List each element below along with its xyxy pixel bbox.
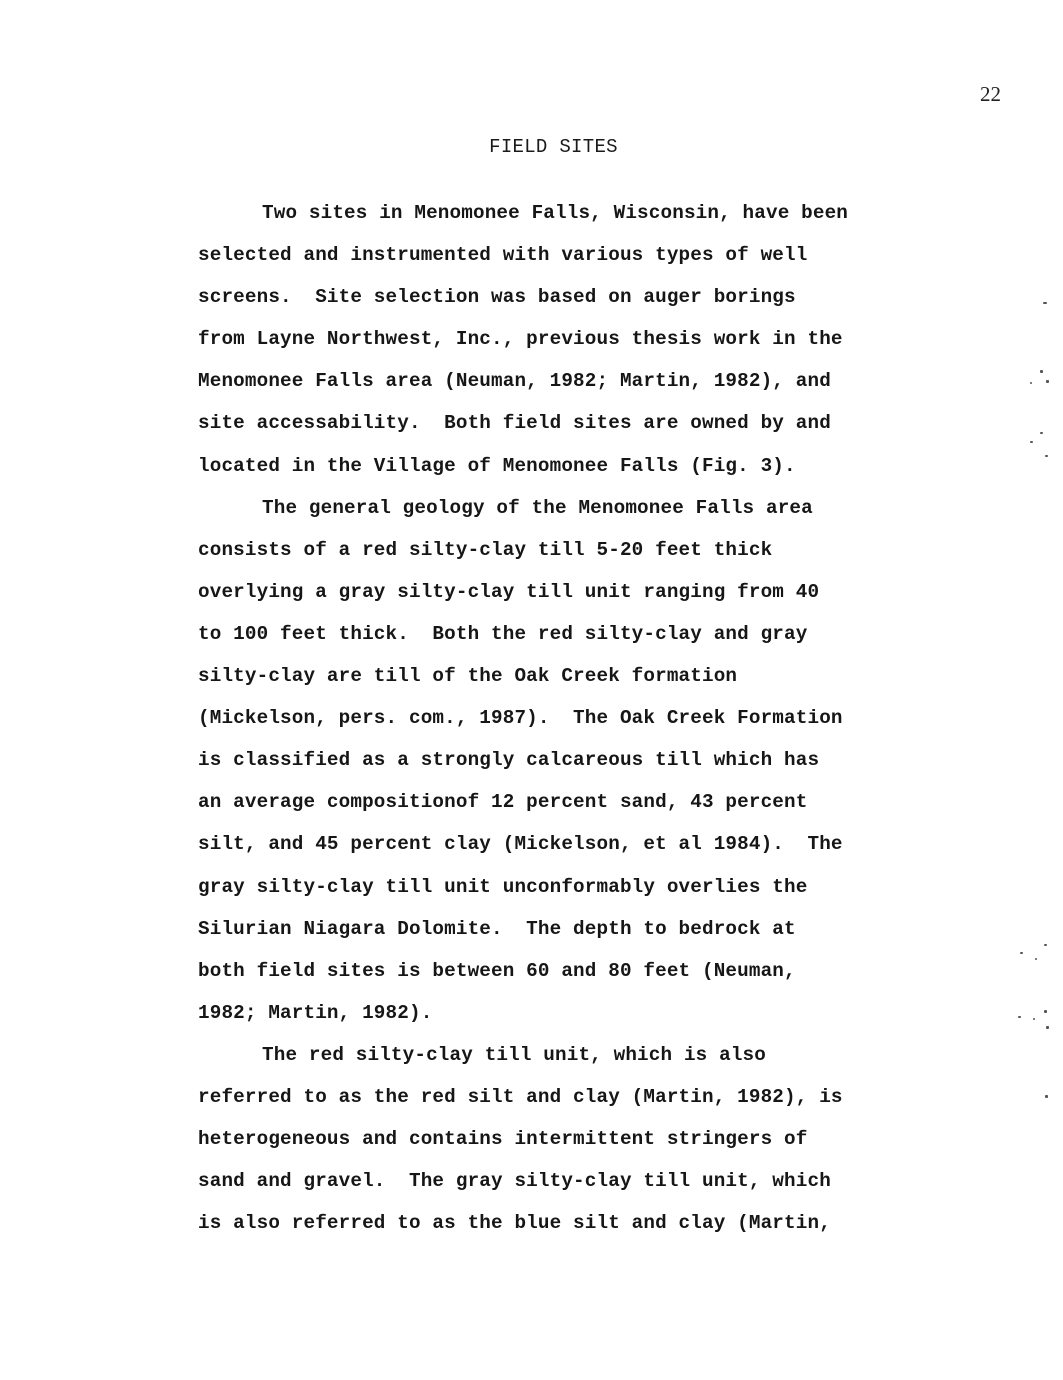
- text-line: screens. Site selection was based on auger borings: [198, 286, 796, 309]
- scan-speck: [1020, 952, 1023, 954]
- text-line: The general geology of the Menomonee Falls area: [262, 496, 813, 519]
- body-text: [198, 196, 918, 1248]
- scan-speck: [1040, 432, 1043, 434]
- section-heading: FIELD SITES: [489, 136, 618, 158]
- text-line: sand and gravel. The gray silty-clay till unit, which: [198, 1170, 831, 1193]
- text-line: overlying a gray silty-clay till unit ranging from 40: [198, 580, 820, 603]
- text-line: site accessability. Both field sites are owned by and: [198, 412, 831, 435]
- text-line: Menomonee Falls area (Neuman, 1982; Martin, 1982), and: [198, 370, 831, 393]
- text-line: silty-clay are till of the Oak Creek formation: [198, 665, 738, 688]
- text-line: silt, and 45 percent clay (Mickelson, et al 1984). The: [198, 833, 843, 856]
- text-line: from Layne Northwest, Inc., previous thesis work in the: [198, 328, 843, 351]
- scan-speck: [1045, 455, 1048, 457]
- scan-speck: [1018, 1016, 1021, 1018]
- text-line: located in the Village of Menomonee Falls (Fig. 3).: [198, 454, 796, 477]
- text-line: to 100 feet thick. Both the red silty-clay and gray: [198, 622, 808, 645]
- scan-speck: [1035, 958, 1037, 960]
- text-line: 1982; Martin, 1982).: [198, 1001, 433, 1024]
- scan-speck: [1030, 441, 1033, 443]
- scan-speck: [1046, 1026, 1049, 1029]
- scan-speck: [1043, 302, 1047, 304]
- text-line: The red silty-clay till unit, which is also: [262, 1043, 766, 1066]
- text-line: is also referred to as the blue silt and clay (Martin,: [198, 1212, 831, 1235]
- text-line: Two sites in Menomonee Falls, Wisconsin, have been: [262, 202, 849, 224]
- text-line: gray silty-clay till unit unconformably overlies the: [198, 875, 808, 898]
- scan-speck: [1044, 944, 1047, 946]
- text-line: both field sites is between 60 and 80 feet (Neuman,: [198, 959, 796, 982]
- text-line: Silurian Niagara Dolomite. The depth to bedrock at: [198, 917, 796, 940]
- scan-speck: [1045, 1095, 1048, 1098]
- text-line: is classified as a strongly calcareous till which has: [198, 749, 820, 772]
- scan-speck: [1046, 380, 1049, 383]
- text-line: (Mickelson, pers. com., 1987). The Oak Creek Formation: [198, 707, 843, 730]
- text-line: consists of a red silty-clay till 5-20 feet thick: [198, 538, 773, 561]
- scan-speck: [1030, 382, 1032, 384]
- scan-speck: [1040, 370, 1043, 373]
- text-line: referred to as the red silt and clay (Martin, 1982), is: [198, 1085, 843, 1108]
- page-number: 22: [980, 82, 1001, 106]
- scan-speck: [1044, 1010, 1047, 1013]
- scan-speck: [1033, 1018, 1035, 1020]
- text-line: selected and instrumented with various types of well: [198, 244, 808, 267]
- text-line: an average compositionof 12 percent sand, 43 percent: [198, 791, 808, 814]
- text-line: heterogeneous and contains intermittent stringers of: [198, 1128, 808, 1151]
